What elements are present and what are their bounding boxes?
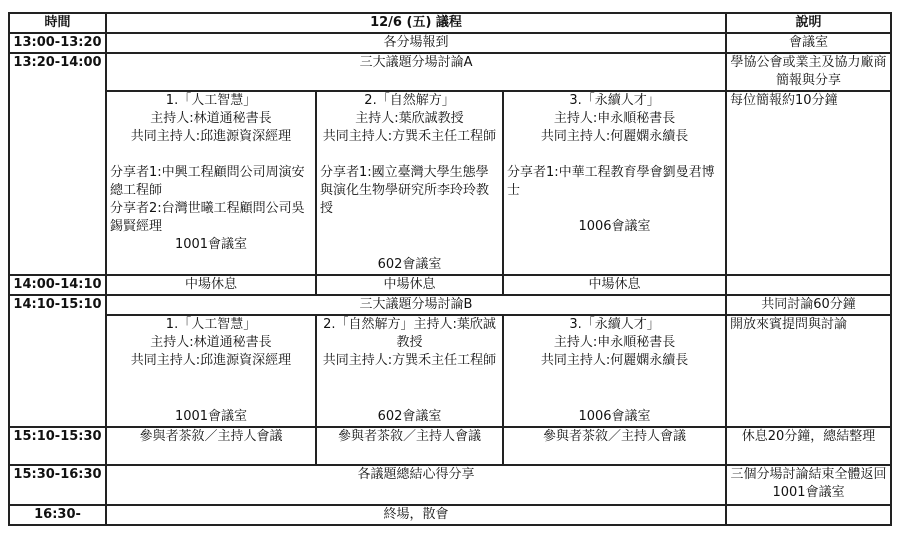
tea-cell: 參與者茶敘／主持人會議 bbox=[106, 427, 316, 465]
session-room: 1006會議室 bbox=[578, 409, 651, 424]
session-room: 1006會議室 bbox=[578, 219, 651, 234]
session-cohost: 共同主持人:邱進源資深經理 bbox=[130, 129, 292, 144]
end-cell: 終場，散會 bbox=[106, 505, 726, 525]
time-cell: 13:20-14:00 bbox=[9, 53, 106, 275]
session-cohost: 共同主持人:方巽禾主任工程師 bbox=[322, 129, 497, 144]
session-a-title: 三大議題分場討論A bbox=[106, 53, 726, 91]
session-b3 bbox=[503, 315, 726, 427]
session-host: 主持人:申永順秘書長 bbox=[553, 335, 676, 350]
session-title: 3.「永續人才」 bbox=[569, 93, 660, 108]
break-cell: 中場休息 bbox=[316, 275, 503, 295]
session-sharer: 分享者1:國立臺灣大學生態學與演化生物學研究所李玲玲教授 bbox=[320, 165, 490, 216]
session-cohost: 共同主持人:何麗嫻永續長 bbox=[540, 353, 689, 368]
session-a2 bbox=[316, 91, 503, 275]
session-sharer: 分享者2:台灣世曦工程顧問公司吳錫賢經理 bbox=[110, 201, 305, 234]
header-note: 說明 bbox=[726, 13, 891, 33]
session-b2 bbox=[316, 315, 503, 427]
tea-cell: 參與者茶敘／主持人會議 bbox=[316, 427, 503, 465]
session-sharer: 分享者1:中興工程顧問公司周演安總工程師 bbox=[110, 165, 305, 198]
break-cell: 中場休息 bbox=[106, 275, 316, 295]
summary-cell: 各議題總結心得分享 bbox=[106, 465, 726, 505]
session-title: 2.「自然解方」主持人:葉欣誠教授 bbox=[323, 317, 496, 350]
session-cohost: 共同主持人:方巽禾主任工程師 bbox=[322, 353, 497, 368]
note-cell: 會議室 bbox=[726, 33, 891, 53]
session-title: 3.「永續人才」 bbox=[569, 317, 660, 332]
time-cell: 16:30- bbox=[9, 505, 106, 525]
session-room: 602會議室 bbox=[377, 257, 442, 272]
header-time: 時間 bbox=[9, 13, 106, 33]
agenda-table bbox=[8, 12, 892, 526]
session-title: 1.「人工智慧」 bbox=[165, 317, 257, 332]
session-a3 bbox=[503, 91, 726, 275]
break-cell: 中場休息 bbox=[503, 275, 726, 295]
note-cell: 學協公會或業主及協力廠商簡報與分享 bbox=[726, 53, 891, 91]
note-cell bbox=[726, 275, 891, 295]
note-cell: 休息20分鐘，總結整理 bbox=[726, 427, 891, 465]
session-host: 主持人:申永順秘書長 bbox=[553, 111, 676, 126]
note-cell bbox=[726, 505, 891, 525]
session-cohost: 共同主持人:邱進源資深經理 bbox=[130, 353, 292, 368]
session-sharer: 分享者1:中華工程教育學會劉曼君博士 bbox=[507, 165, 715, 198]
session-b-title: 三大議題分場討論B bbox=[106, 295, 726, 315]
note-cell: 共同討論60分鐘 bbox=[726, 295, 891, 315]
session-host: 主持人:葉欣誠教授 bbox=[355, 111, 464, 126]
session-a1 bbox=[106, 91, 316, 275]
session-host: 主持人:林道通秘書長 bbox=[150, 335, 272, 350]
time-cell: 15:30-16:30 bbox=[9, 465, 106, 505]
note-cell: 三個分場討論結束全體返回1001會議室 bbox=[726, 465, 891, 505]
header-date: 12/6 (五) 議程 bbox=[106, 13, 726, 33]
time-cell: 14:10-15:10 bbox=[9, 295, 106, 427]
note-cell: 每位簡報約10分鐘 bbox=[726, 91, 891, 275]
session-room: 1001會議室 bbox=[174, 237, 248, 252]
note-cell: 開放來賓提問與討論 bbox=[726, 315, 891, 427]
session-cohost: 共同主持人:何麗嫻永續長 bbox=[540, 129, 689, 144]
session-title: 1.「人工智慧」 bbox=[165, 93, 257, 108]
time-cell: 13:00-13:20 bbox=[9, 33, 106, 53]
time-cell: 14:00-14:10 bbox=[9, 275, 106, 295]
session-room: 602會議室 bbox=[377, 409, 442, 424]
session-room: 1001會議室 bbox=[174, 409, 248, 424]
time-cell: 15:10-15:30 bbox=[9, 427, 106, 465]
checkin-cell: 各分場報到 bbox=[106, 33, 726, 53]
tea-cell: 參與者茶敘／主持人會議 bbox=[503, 427, 726, 465]
session-b1 bbox=[106, 315, 316, 427]
session-host: 主持人:林道通秘書長 bbox=[150, 111, 272, 126]
session-title: 2.「自然解方」 bbox=[364, 93, 455, 108]
